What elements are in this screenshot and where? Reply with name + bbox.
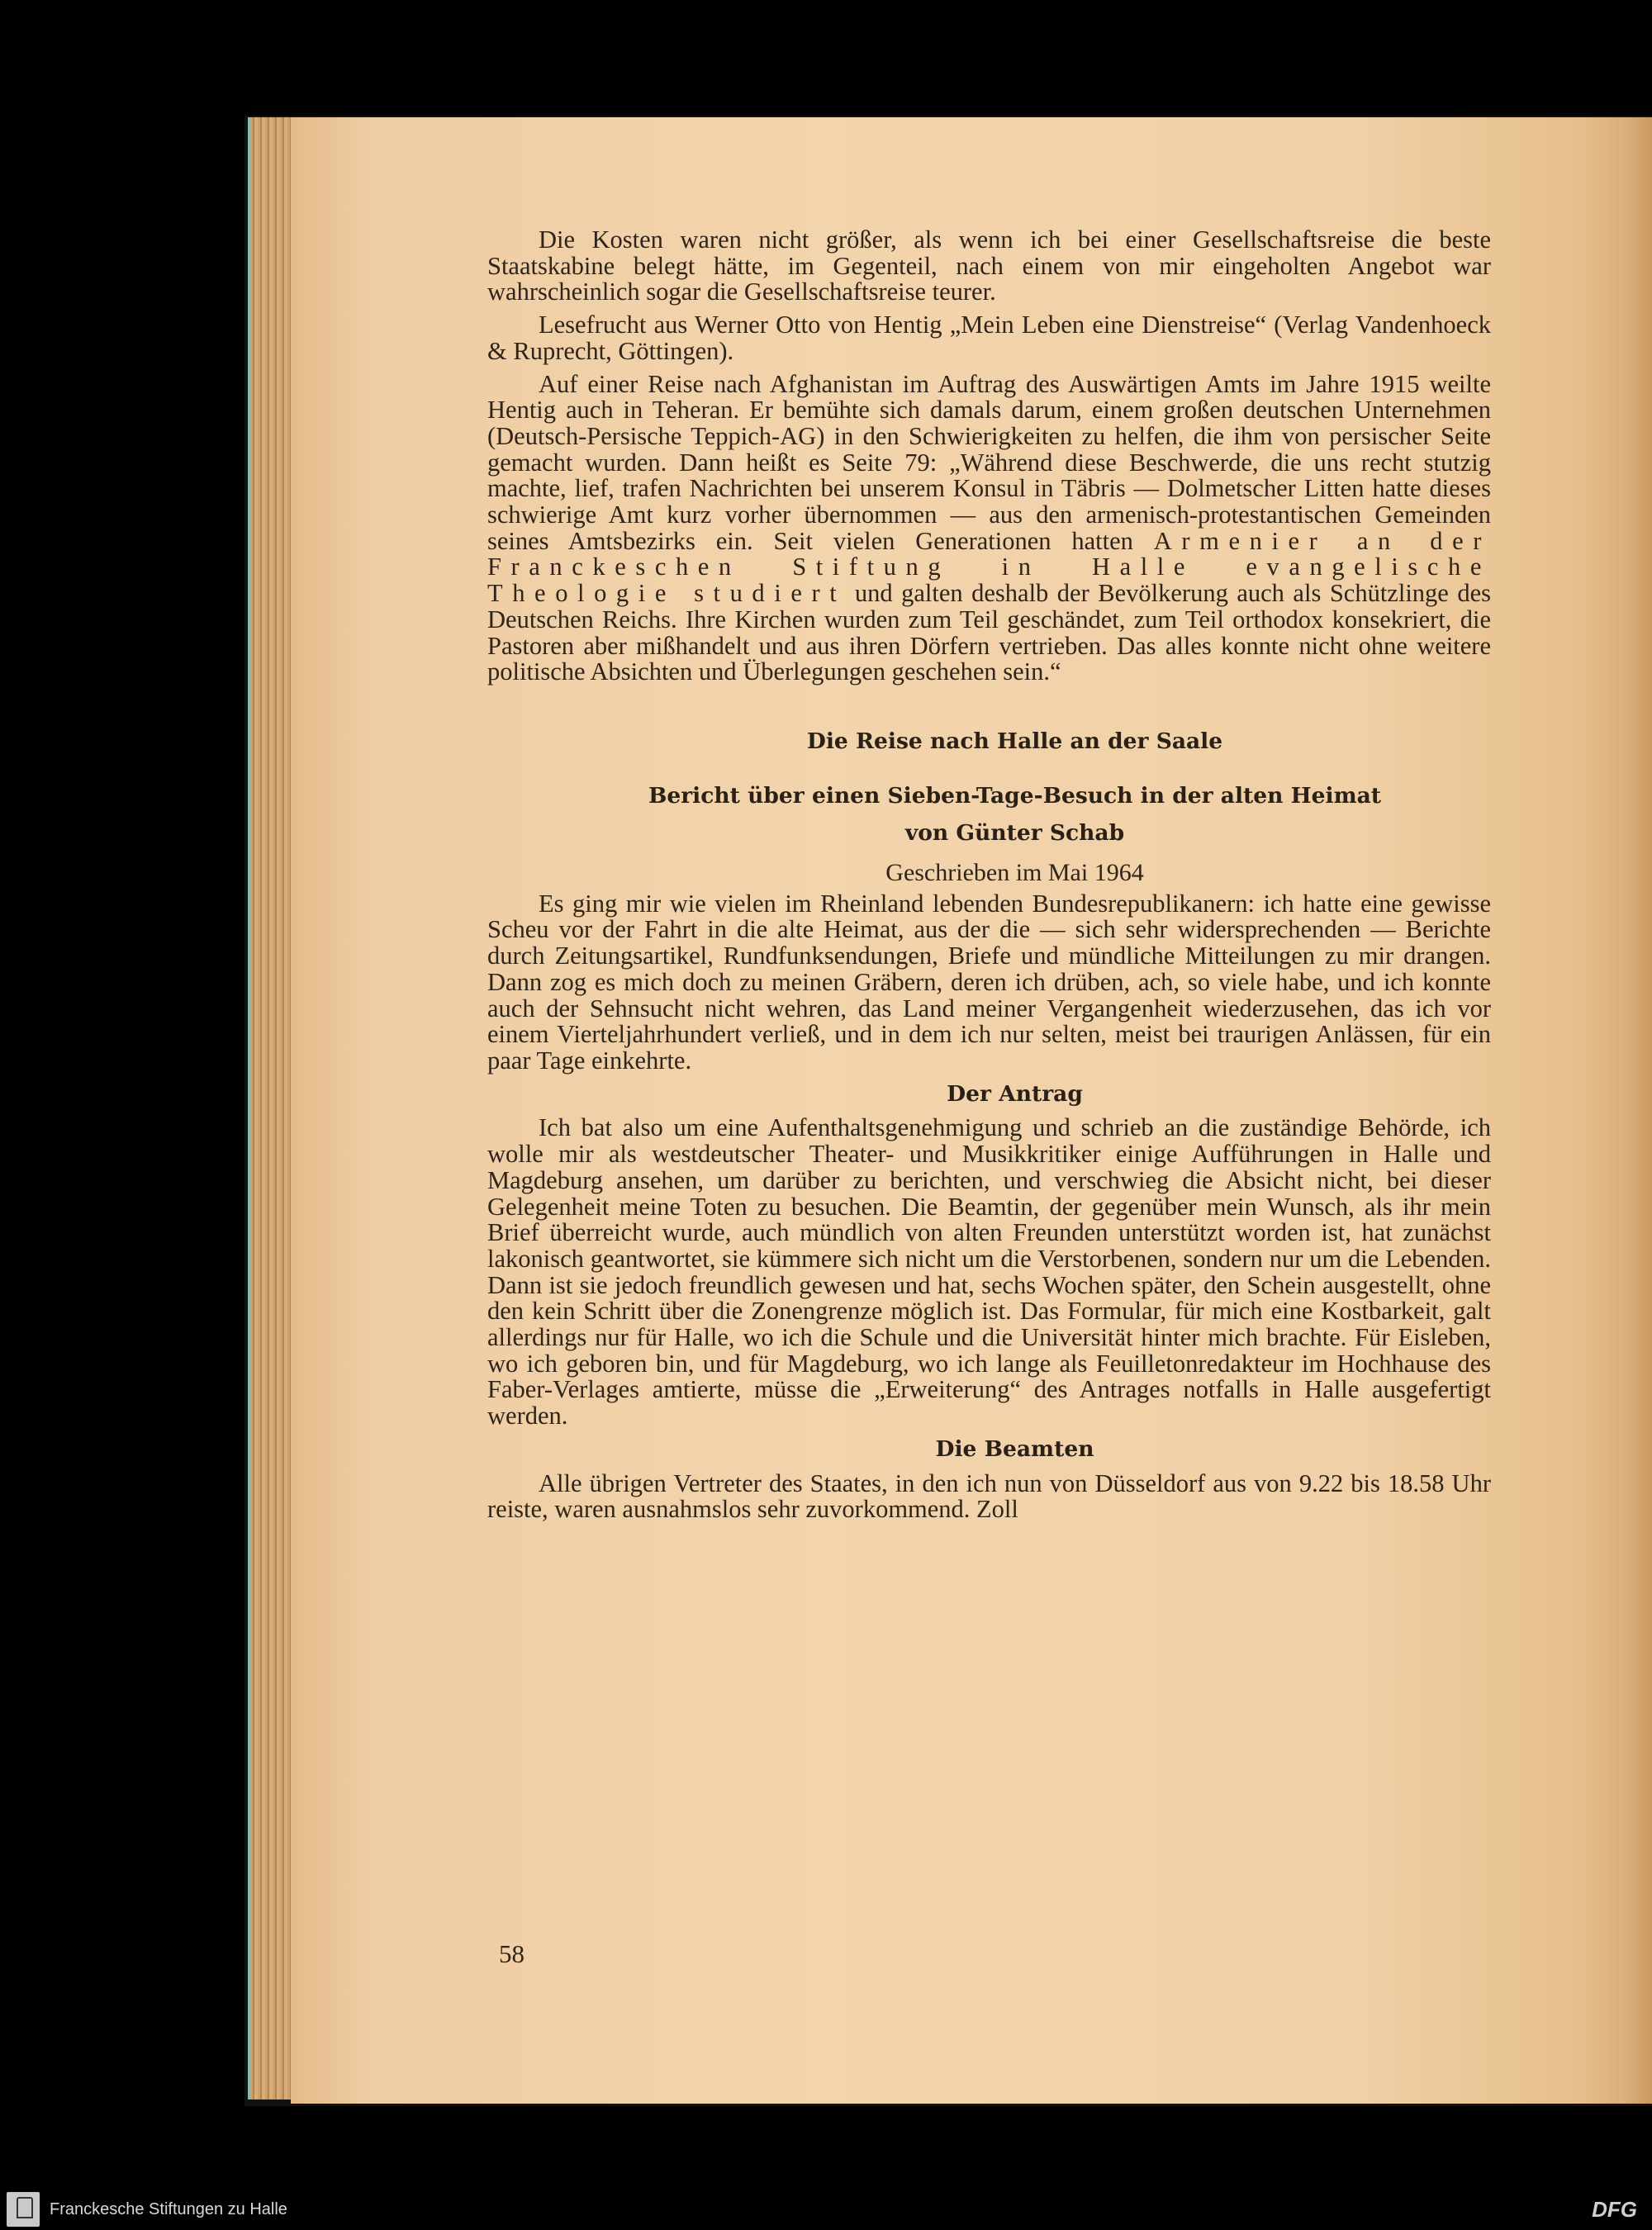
article-title: Die Reise nach Halle an der Saale: [806, 728, 1223, 754]
dfg-logo: DFG: [1592, 2197, 1637, 2222]
institution-logo: [7, 2192, 40, 2227]
paragraph-antrag: Ich bat also um eine Aufenthaltsgenehmigung und schrieb an die zuständige Behörde, ich wolle mir als westdeutscher Theater- und Musikkritiker einige Aufführungen in Halle und Magdeburg ansehen, um darüber zu berichten, und verschwieg die Absicht nicht, bei dieser Gelegenheit meine Toten zu besuchen. Die Beamtin, der gegenüber mein Wunsch, als ihr mein Brief überreicht wurde, auch mündlich von alten Freunden unterstützt worden ist, hat zunächst lakonisch geantwortet, sie kümmere sich nicht um die Verstorbenen, sondern nur um die Lebenden. Dann ist sie jedoch freundlich gewesen und hat, sechs Wochen später, den Schein ausgestellt, ohne den kein Schritt über die Zonengrenze möglich ist. Das Formular, für mich eine Kostbarkeit, galt allerdings nur für Halle, wo ich die Schule und die Universität hinter mich brachte. Für Eisleben, wo ich geboren bin, und für Magdeburg, wo ich lange als Feuilletonredakteur im Hochhause des Faber-Verlages amtierte, müsse die „Erweiterung“ des Antrages notfalls in Halle ausgefertigt werden.: [487, 1113, 1491, 1431]
viewer-footer: [0, 2189, 1652, 2230]
article-subtitle: Bericht über einen Sieben-Tage-Besuch in der alten Heimat: [648, 782, 1382, 809]
paragraph-beamten: Alle übrigen Vertreter des Staates, in den ich nun von Düsseldorf aus von 9.22 bis 18.58 Uhr reiste, waren ausnahmslos sehr zuvorkommend. Zoll: [487, 1468, 1491, 1524]
paragraph-afghanistan-end: und galten deshalb der Bevölkerung auch als Schützlinge des Deutschen Reichs. Ihre Kirchen wurden zum Teil geschändet, zum Teil orthodox konsekriert, die Pastoren aber mißhandelt und aus ihren Dörfern vertrieben. Das alles konnte nicht ohne weitere politische Absichten und Überlegungen geschehen sein.“: [487, 579, 1492, 686]
paragraph-rheinland: Es ging mir wie vielen im Rheinland lebenden Bundesrepublikanern: ich hatte eine gewisse Scheu vor der Fahrt in die alte Heimat, aus der die — sich sehr widersprechenden — Berichte durch Zeitungsartikel, Rundfunksendungen, Briefe und mündliche Mitteilungen zu mir drangen. Dann zog es mich doch zu meinen Gräbern, deren ich drüben, ach, so viele habe, und ich konnte auch der Sehnsucht nicht wehren, das Land meiner Vergangenheit wiederzusehen, das ich vor einem Vierteljahrhundert verließ, und in dem ich nur selten, meist bei traurigen Anlässen, für ein paar Tage einkehrte.: [487, 889, 1491, 1075]
institution-name[interactable]: Franckesche Stiftungen zu Halle: [50, 2200, 287, 2218]
page-right-edge: [1619, 117, 1652, 2104]
heading-beamten: Die Beamten: [935, 1435, 1094, 1462]
spaced-emphasis: Armenier an der Franckeschen Stiftung in Halle evangelische Theologie studiert: [487, 526, 1491, 608]
paragraph-lesefrucht: Lesefrucht aus Werner Otto von Hentig „Mein Leben eine Dienstreise“ (Verlag Vandenhoeck & Ruprecht, Göttingen).: [487, 311, 1491, 365]
page-number: 58: [499, 1939, 525, 1968]
paragraph-kosten: Die Kosten waren nicht größer, als wenn ich bei einer Gesellschaftsreise die beste Staatskabine belegt hätte, im Gegenteil, nach einem von mir eingeholten Angebot war wahrscheinlich sogar die Gesellschaftsreise teurer.: [487, 225, 1491, 306]
article-author: von Günter Schab: [904, 820, 1125, 847]
heading-antrag: Der Antrag: [947, 1080, 1083, 1107]
paragraph-afghanistan-start: Auf einer Reise nach Afghanistan im Auftrag des Auswärtigen Amts im Jahre 1915 weilte Hentig auch in Teheran. Er bemühte sich damals darum, einem großen deutschen Unternehmen (Deutsch-Persische Teppich-AG) in den Schwierigkeiten zu helfen, die ihm von persischer Seite gemacht wurden. Dann heißt es Seite 79: „Während diese Beschwerde, die uns recht stutzig machte, lief, trafen Nachrichten bei unserem Konsul in Täbris — Dolmetscher Litten hatte dieses schwierige Amt kurz vorher übernommen — aus den armenisch-protestantischen Gemeinden seines Amtsbezirks ein. Seit vielen Generationen hatten: [487, 369, 1491, 555]
paragraph-afghanistan: [487, 369, 1492, 686]
page-text: [487, 227, 1491, 1530]
article-date: Geschrieben im Mai 1964: [885, 859, 1144, 887]
